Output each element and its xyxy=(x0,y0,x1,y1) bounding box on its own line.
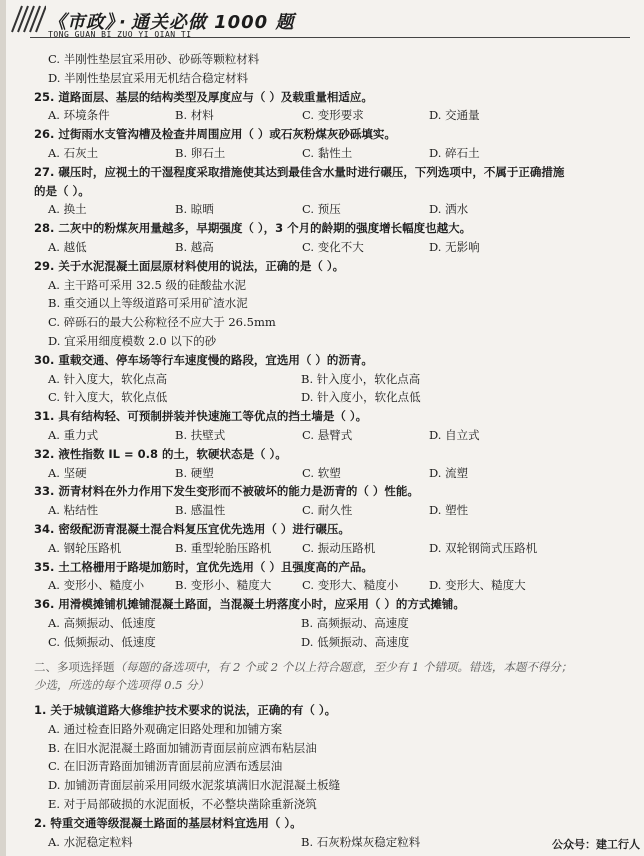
option-row xyxy=(34,106,634,125)
option-choice: B. 高频振动、高速度 xyxy=(301,615,409,630)
option-choice: A. 环境条件 xyxy=(48,108,110,123)
option-choice: D. 低频振动、高速度 xyxy=(301,634,410,649)
question-text: 27. 碾压时，应视土的干湿程度采取措施使其达到最佳含水量时进行碾压，下列选项中，不属于正确措施 xyxy=(34,164,565,179)
question-list xyxy=(34,50,634,851)
option-row xyxy=(34,633,634,652)
option-row xyxy=(34,833,634,852)
question-text: 29. 关于水泥混凝土面层原材料使用的说法，正确的是（ ）。 xyxy=(34,258,345,273)
header-subtitle: TONG GUAN BI ZUO YI QIAN TI xyxy=(48,30,192,39)
option-row xyxy=(34,144,634,163)
option-choice: D. 自立式 xyxy=(429,427,480,442)
question-text: 28. 二灰中的粉煤灰用量越多，早期强度（ ），3 个月的龄期的强度增长幅度也越大。 xyxy=(34,221,472,236)
option-choice: A. 粘结性 xyxy=(48,503,99,518)
option-row xyxy=(34,464,634,483)
option-line: C. 半刚性垫层宜采用砂、砂砾等颗粒材料 xyxy=(48,52,260,66)
question-text: 36. 用滑模摊铺机摊铺混凝土路面，当混凝土坍落度小时，应采用（ ）的方式摊铺。 xyxy=(34,597,465,612)
option-choice: B. 材料 xyxy=(175,108,214,123)
option-choice: C. 变形要求 xyxy=(302,108,364,123)
option-line: C. 碎砾石的最大公称粒径不应大于 26.5mm xyxy=(48,315,276,330)
option-choice: D. 塑性 xyxy=(429,503,469,518)
option-choice: C. 软塑 xyxy=(302,465,341,480)
option-choice: B. 变形小、糙度大 xyxy=(175,578,272,593)
option-choice: B. 石灰粉煤灰稳定粒料 xyxy=(301,834,421,849)
option-choice: B. 重型轮胎压路机 xyxy=(175,540,272,555)
option-choice: B. 卵石土 xyxy=(175,145,226,160)
section-heading xyxy=(34,658,634,677)
option-choice: B. 硬塑 xyxy=(175,465,214,480)
question-text: 33. 沥青材料在外力作用下发生变形而不被破坏的能力是沥青的（ ）性能。 xyxy=(34,484,419,499)
option-choice: A. 石灰土 xyxy=(48,145,99,160)
option-choice: B. 越高 xyxy=(175,239,214,254)
option-line: C. 在旧沥青路面加铺沥青面层前应洒布透层油 xyxy=(48,759,283,774)
header-stripes-icon xyxy=(10,4,46,34)
option-row xyxy=(34,200,634,219)
question-text: 32. 液性指数 IL = 0.8 的土，软硬状态是（ ）。 xyxy=(34,446,287,461)
option-choice: A. 高频振动、低速度 xyxy=(48,615,156,630)
option-choice: C. 悬臂式 xyxy=(302,427,353,442)
option-line: A. 主干路可采用 32.5 级的硅酸盐水泥 xyxy=(48,277,247,292)
option-choice: B. 感温性 xyxy=(175,503,226,518)
series-title: 通关必做 1000 题 xyxy=(130,12,295,33)
option-choice: A. 钢轮压路机 xyxy=(48,540,122,555)
option-choice: A. 变形小、糙度小 xyxy=(48,578,145,593)
question-text: 的是（ ）。 xyxy=(34,183,90,198)
option-line: D. 宜采用细度模数 2.0 以下的砂 xyxy=(48,333,217,348)
option-choice: B. 针入度小，软化点高 xyxy=(301,371,421,386)
option-choice: D. 双轮钢筒式压路机 xyxy=(429,540,538,555)
book-name: 《市政》 xyxy=(48,12,115,33)
section-note: 少选，所选的每个选项得 0.5 分） xyxy=(34,678,210,693)
option-row xyxy=(34,238,634,257)
option-row xyxy=(34,370,634,389)
option-choice: D. 无影响 xyxy=(429,239,480,254)
question-text: 30. 重载交通、停车场等行车速度慢的路段，宜选用（ ）的沥青。 xyxy=(34,352,373,367)
option-line: A. 通过检查旧路外观确定旧路处理和加铺方案 xyxy=(48,721,283,736)
question-text: 35. 土工格栅用于路堤加筋时，宜优先选用（ ）且强度高的产品。 xyxy=(34,559,373,574)
option-choice: B. 扶壁式 xyxy=(175,427,226,442)
option-row xyxy=(34,614,634,633)
option-line: D. 加铺沥青面层前采用同级水泥浆填满旧水泥混凝土板缝 xyxy=(48,778,341,793)
title-separator: · xyxy=(119,12,127,33)
option-row xyxy=(34,539,634,558)
footer-watermark: 公众号：建工行人 xyxy=(552,838,640,851)
option-choice: D. 碎石土 xyxy=(429,145,480,160)
option-choice: C. 低频振动、低速度 xyxy=(48,634,156,649)
option-choice: A. 重力式 xyxy=(48,427,99,442)
option-line: D. 半刚性垫层宜采用无机结合稳定材料 xyxy=(48,70,249,85)
question-text: 34. 密级配沥青混凝土混合料复压宜优先选用（ ）进行碾压。 xyxy=(34,521,350,536)
option-choice: A. 坚硬 xyxy=(48,465,87,480)
option-choice: C. 预压 xyxy=(302,202,341,217)
option-choice: B. 晾晒 xyxy=(175,202,214,217)
option-row xyxy=(34,576,634,595)
option-choice: C. 针入度大，软化点低 xyxy=(48,390,168,405)
option-line: B. 在旧水泥混凝土路面加铺沥青面层前应洒布粘层油 xyxy=(48,740,317,755)
option-choice: D. 针入度小，软化点低 xyxy=(301,390,421,405)
option-choice: A. 换土 xyxy=(48,202,87,217)
option-choice: C. 黏性土 xyxy=(302,145,353,160)
section-note: （每题的备选项中，有 2 个或 2 个以上符合题意，至少有 1 个错项。错选，本题不得分； xyxy=(114,659,573,674)
question-text: 31. 具有结构轻、可预制拼装并快速施工等优点的挡土墙是（ ）。 xyxy=(34,409,368,424)
option-row xyxy=(34,501,634,520)
option-choice: D. 变形大、糙度大 xyxy=(429,578,526,593)
page-header xyxy=(0,0,644,44)
page-edge-shadow xyxy=(0,0,6,856)
option-line: B. 重交通以上等级道路可采用矿渣水泥 xyxy=(48,296,248,311)
section-note-cont xyxy=(34,676,634,695)
option-choice: C. 变形大、糙度小 xyxy=(302,578,399,593)
section-title: 二、多项选择题 xyxy=(34,659,115,674)
option-choice: D. 交通量 xyxy=(429,108,480,123)
option-choice: C. 耐久性 xyxy=(302,503,353,518)
option-choice: C. 振动压路机 xyxy=(302,540,376,555)
option-choice: A. 水泥稳定粒料 xyxy=(48,834,133,849)
question-text: 26. 过街雨水支管沟槽及检查井周围应用（ ）或石灰粉煤灰砂砾填实。 xyxy=(34,127,396,142)
option-line: E. 对于局部破损的水泥面板，不必整块凿除重新浇筑 xyxy=(48,797,317,812)
option-choice: A. 越低 xyxy=(48,239,87,254)
option-row xyxy=(34,426,634,445)
option-choice: C. 变化不大 xyxy=(302,239,364,254)
option-choice: A. 针入度大，软化点高 xyxy=(48,371,168,386)
question-text: 1. 关于城镇道路大修维护技术要求的说法，正确的有（ ）。 xyxy=(34,703,337,718)
option-row xyxy=(34,388,634,407)
option-choice: D. 流塑 xyxy=(429,465,469,480)
option-choice: D. 洒水 xyxy=(429,202,469,217)
question-text: 2. 特重交通等级混凝土路面的基层材料宜选用（ ）。 xyxy=(34,815,302,830)
question-text: 25. 道路面层、基层的结构类型及厚度应与（ ）及载重量相适应。 xyxy=(34,89,373,104)
